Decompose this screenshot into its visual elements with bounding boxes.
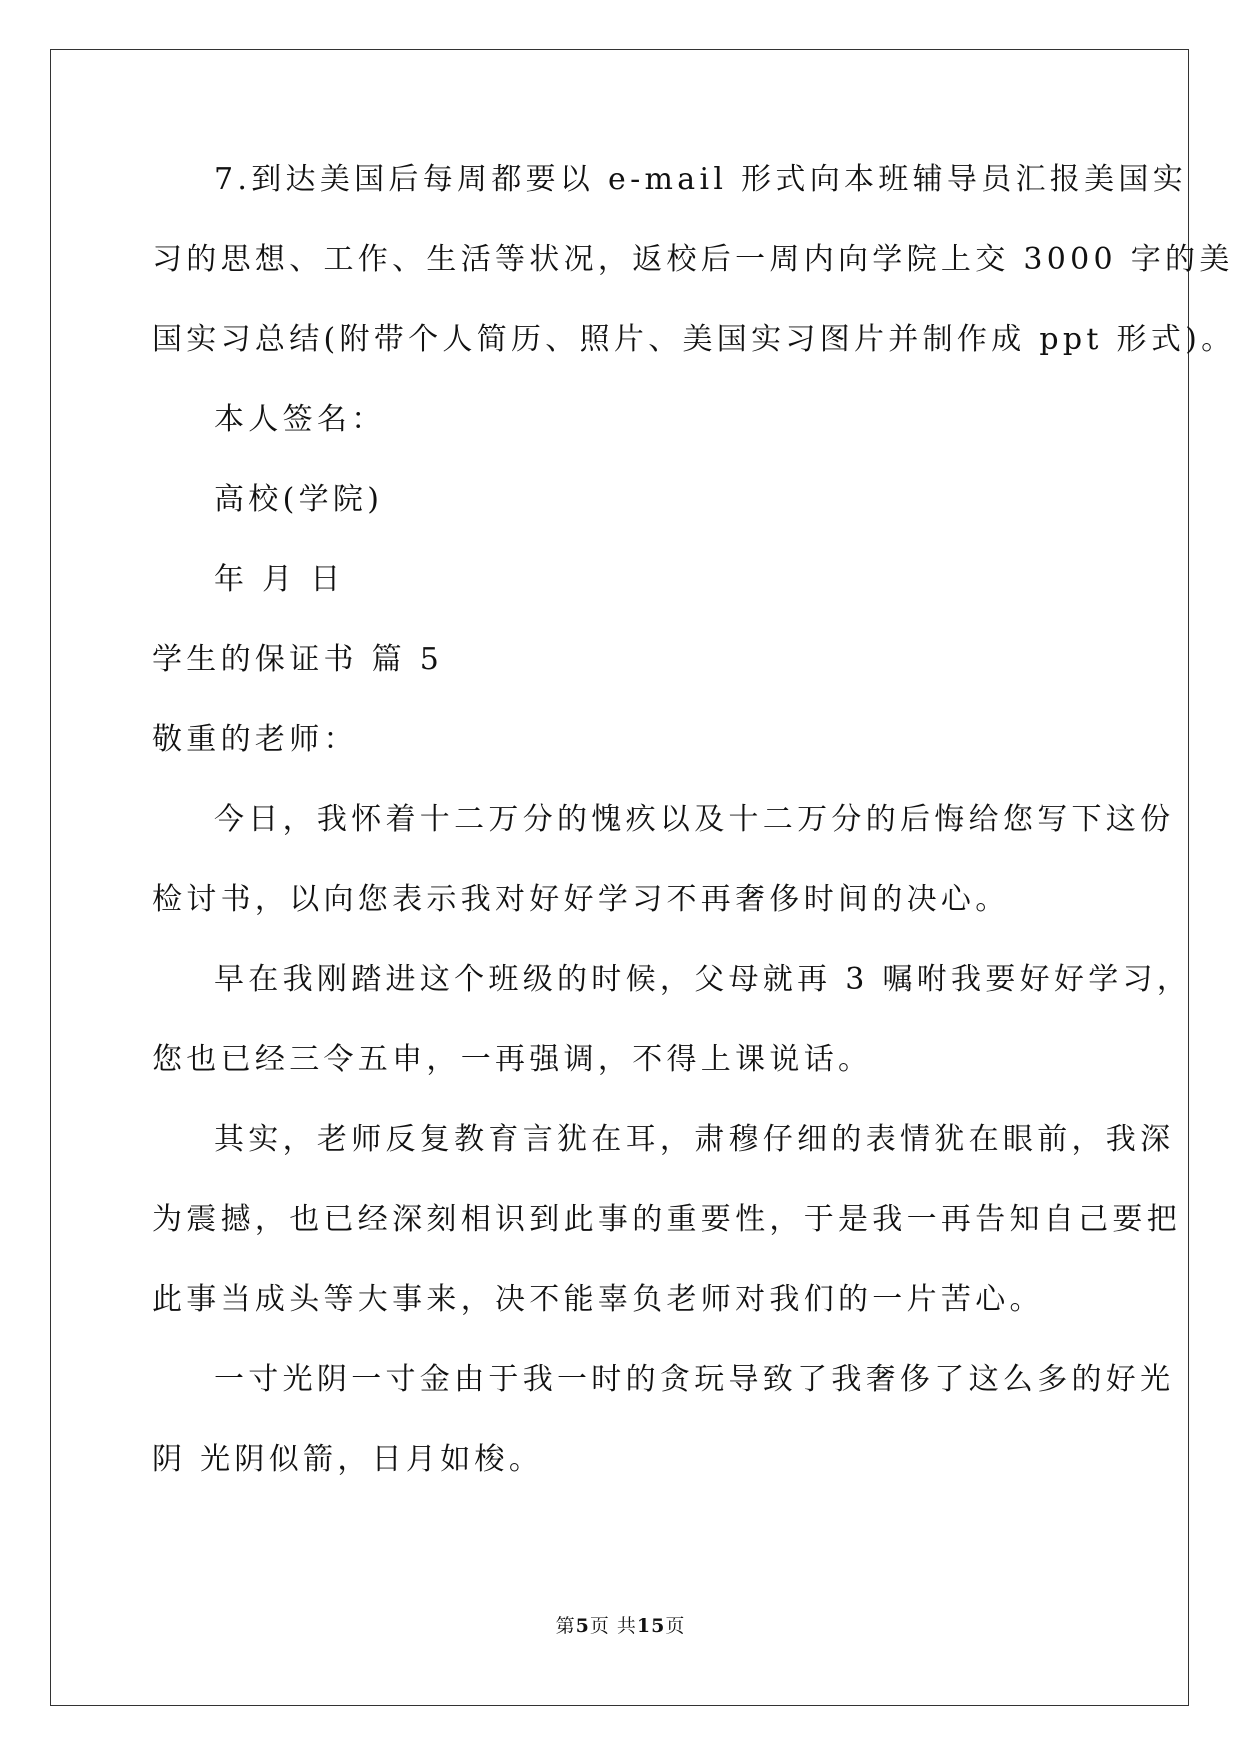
- paragraph-line: 此事当成头等大事来，决不能辜负老师对我们的一片苦心。: [152, 1282, 1044, 1317]
- signature-label: 本人签名：: [214, 402, 386, 437]
- current-page-number: 5: [575, 1615, 590, 1637]
- salutation: 敬重的老师：: [152, 722, 358, 757]
- section-heading: 学生的保证书 篇 5: [152, 642, 444, 677]
- paragraph-line: 7.到达美国后每周都要以 e-mail 形式向本班辅导员汇报美国实: [214, 162, 1188, 197]
- paragraph-line: 其实，老师反复教育言犹在耳，肃穆仔细的表情犹在眼前，我深: [214, 1122, 1175, 1157]
- paragraph-line: 为震撼，也已经深刻相识到此事的重要性，于是我一再告知自己要把: [152, 1202, 1181, 1237]
- footer-prefix: 第: [555, 1615, 576, 1637]
- paragraph-line: 早在我刚踏进这个班级的时候，父母就再 3 嘱咐我要好好学习，: [214, 962, 1192, 997]
- paragraph-line: 今日，我怀着十二万分的愧疚以及十二万分的后悔给您写下这份: [214, 802, 1175, 837]
- total-page-number: 15: [636, 1615, 666, 1637]
- paragraph-line: 一寸光阴一寸金由于我一时的贪玩导致了我奢侈了这么多的好光: [214, 1362, 1175, 1397]
- paragraph-line: 习的思想、工作、生活等状况，返校后一周内向学院上交 3000 字的美: [152, 242, 1234, 277]
- footer-middle: 页 共: [589, 1615, 637, 1637]
- footer-suffix: 页: [665, 1615, 686, 1637]
- school-label: 高校(学院): [214, 482, 384, 517]
- page-footer: [0, 1611, 1241, 1638]
- paragraph-line: 阴 光阴似箭，日月如梭。: [152, 1442, 544, 1477]
- date-label: 年 月 日: [214, 562, 345, 597]
- paragraph-line: 国实习总结(附带个人简历、照片、美国实习图片并制作成 ppt 形式)。: [152, 322, 1236, 357]
- paragraph-line: 您也已经三令五申，一再强调，不得上课说话。: [152, 1042, 873, 1077]
- paragraph-line: 检讨书，以向您表示我对好好学习不再奢侈时间的决心。: [152, 882, 1010, 917]
